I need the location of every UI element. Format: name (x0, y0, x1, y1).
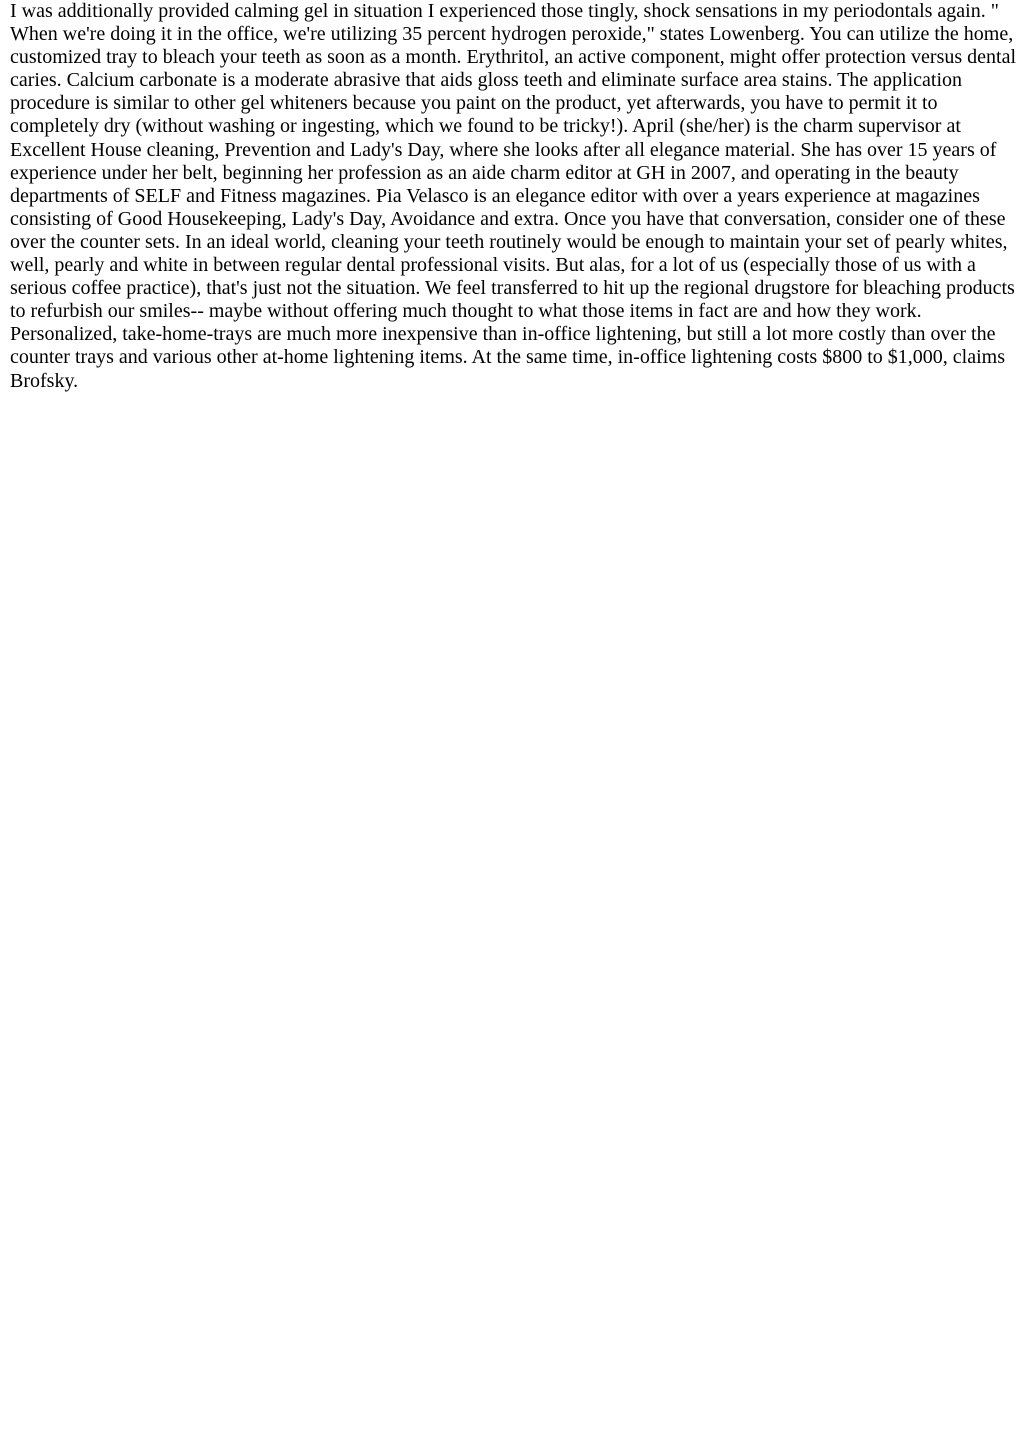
body-paragraph: I was additionally provided calming gel in situation I experienced those tingly, shock sensations in my periodontals again. " When we're doing it in the office, we're utilizing 35 percent hydrogen peroxide," states Lowenberg. You can utilize the home, customized tray to bleach your teeth as soon as a month. Erythritol, an active component, might offer protection versus dental caries. Calcium carbonate is a moderate abrasive that aids gloss teeth and eliminate surface area stains. The application procedure is similar to other gel whiteners because you paint on the product, yet afterwards, you have to permit it to completely dry (without washing or ingesting, which we found to be tricky!). April (she/her) is the charm supervisor at Excellent House cleaning, Prevention and Lady's Day, where she looks after all elegance material. She has over 15 years of experience under her belt, beginning her profession as an aide charm editor at GH in 2007, and operating in the beauty departments of SELF and Fitness magazines. Pia Velasco is an elegance editor with over a years experience at magazines consisting of Good Housekeeping, Lady's Day, Avoidance and extra. Once you have that conversation, consider one of these over the counter sets. In an ideal world, cleaning your teeth routinely would be enough to maintain your set of pearly whites, well, pearly and white in between regular dental professional visits. But alas, for a lot of us (especially those of us with a serious coffee practice), that's just not the situation. We feel transferred to hit up the regional drugstore for bleaching products to refurbish our smiles-- maybe without offering much thought to what those items in fact are and how they work. Personalized, take-home-trays are much more inexpensive than in-office lightening, but still a lot more costly than over the counter trays and various other at-home lightening items. At the same time, in-office lightening costs $800 to $1,000, claims Brofsky. (10, 0, 1017, 392)
